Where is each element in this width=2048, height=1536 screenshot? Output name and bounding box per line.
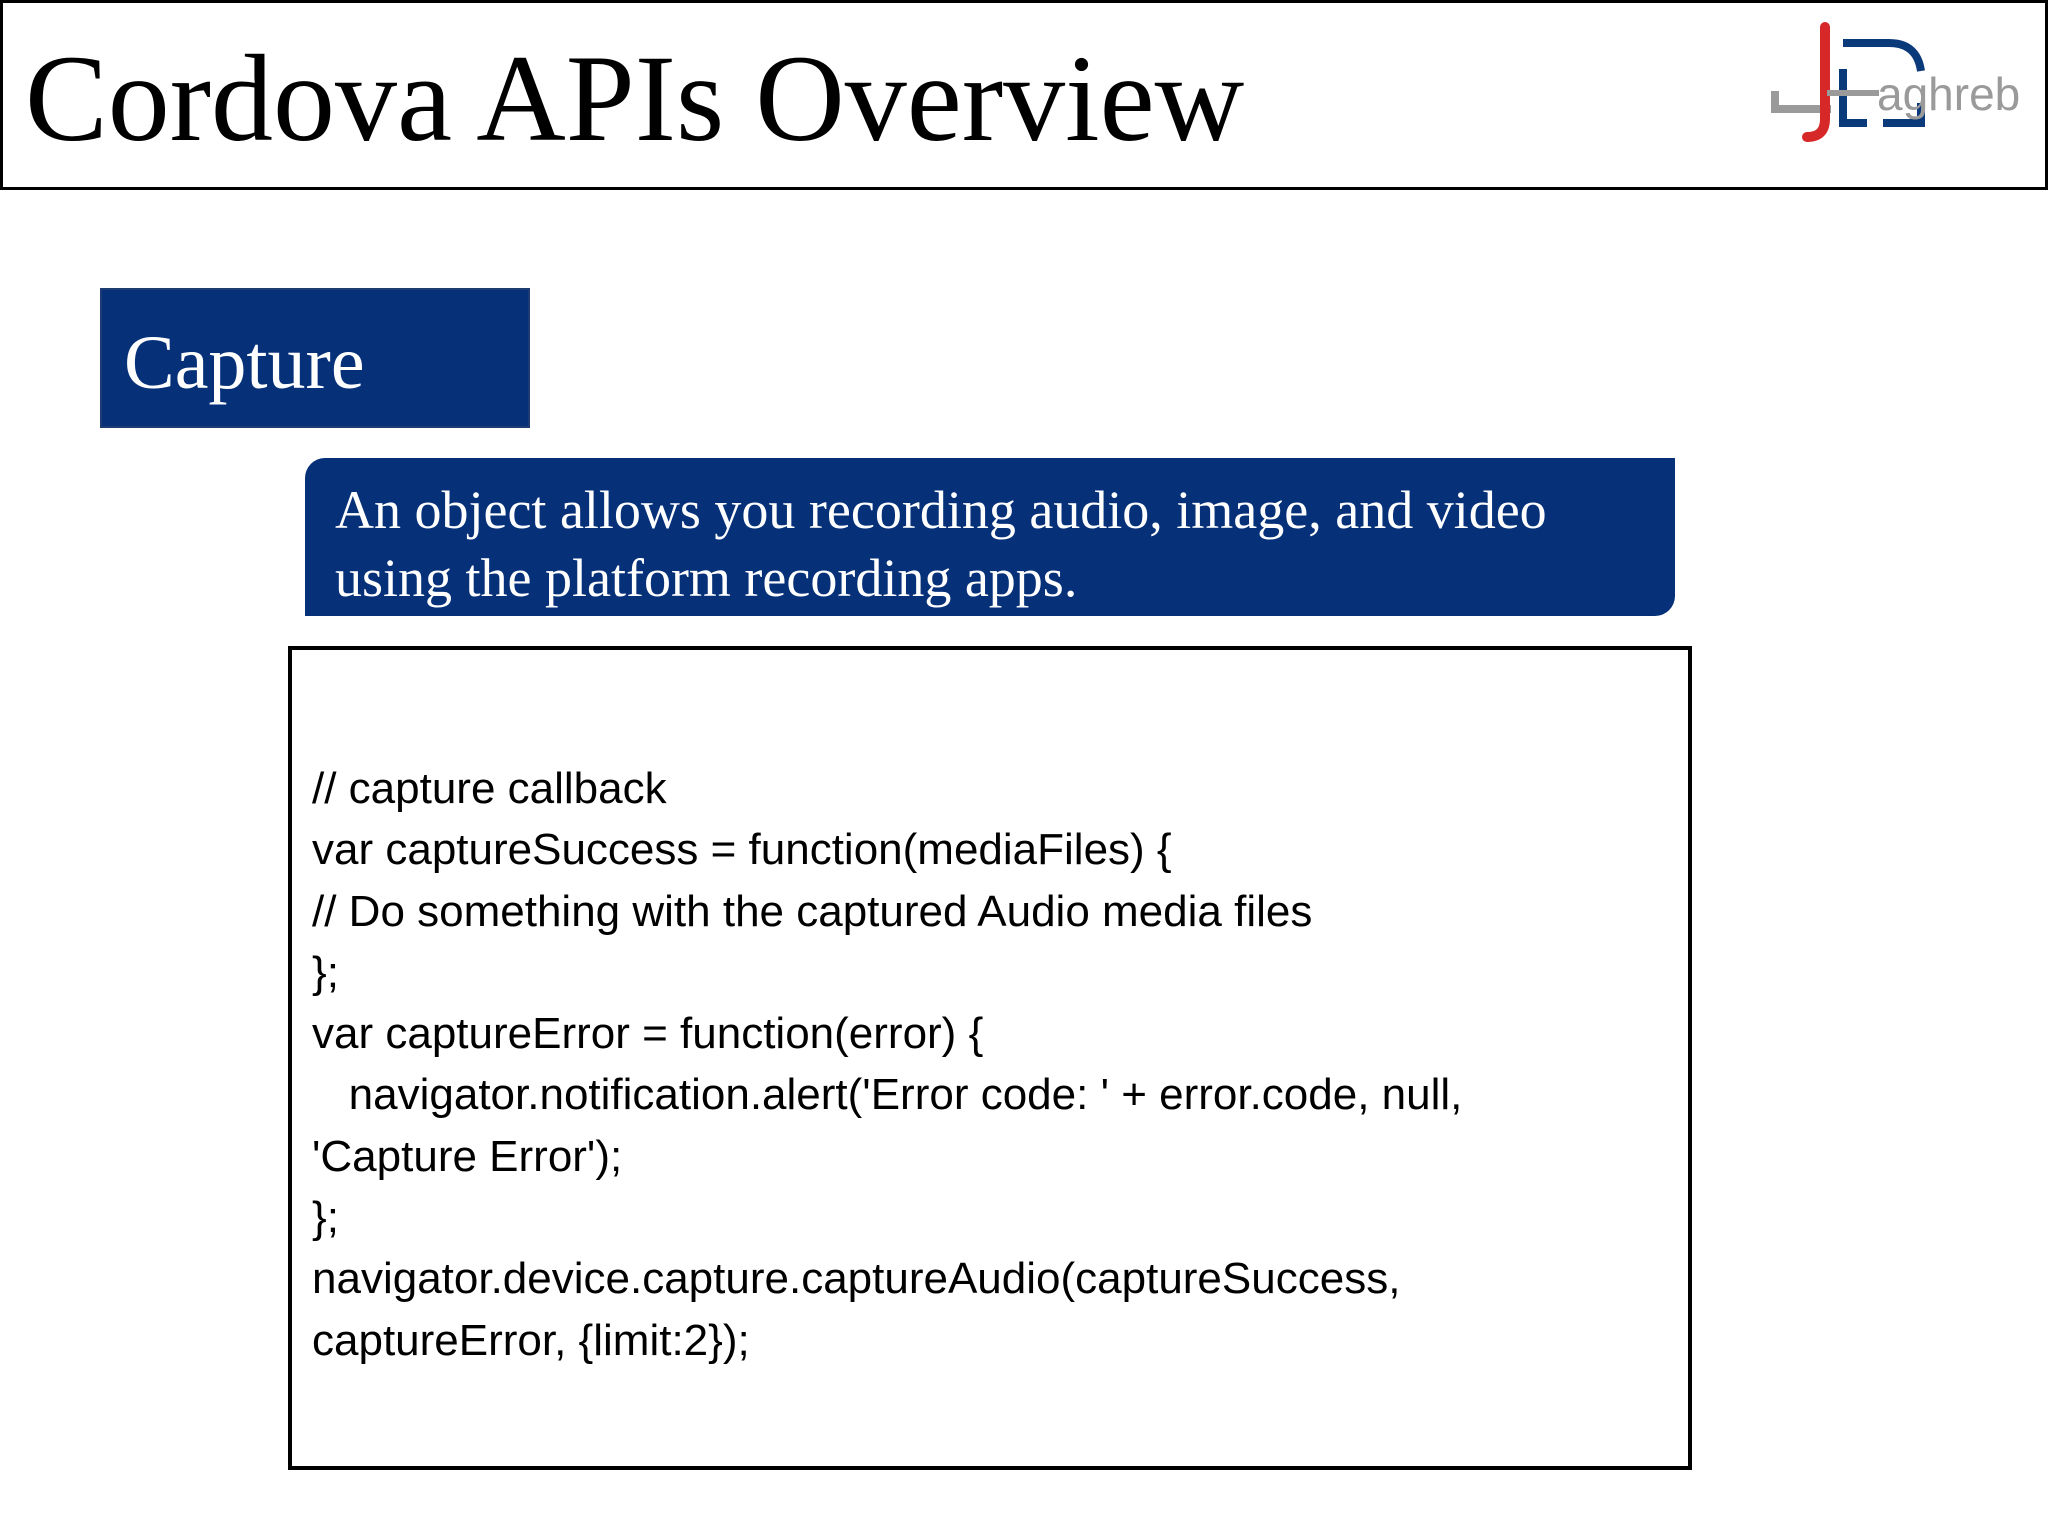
code-line: // capture callback: [312, 764, 667, 813]
slide-title: Cordova APIs Overview: [25, 30, 1245, 167]
code-listing: [312, 758, 1462, 1371]
title-bar: [0, 0, 2048, 190]
code-line: };: [312, 1193, 339, 1243]
code-line: captureError, {limit:2});: [312, 1315, 750, 1365]
logo-wordmark: aghreb: [1877, 68, 2021, 120]
definition-box: An object allows you recording audio, image, and video using the platform recording apps.: [305, 458, 1675, 616]
code-line: };: [312, 947, 339, 997]
section-label: [100, 288, 530, 428]
code-line: navigator.notification.alert('Error code: ' + error.code, null,: [312, 1070, 1463, 1120]
code-box: [288, 646, 1692, 1470]
code-line: 'Capture Error');: [312, 1131, 623, 1181]
code-line: var captureError = function(error) {: [312, 1009, 984, 1059]
code-line: // Do something with the captured Audio media files: [312, 886, 1313, 936]
brand-logo: [1771, 19, 2021, 149]
code-line: var captureSuccess = function(mediaFiles) {: [312, 825, 1172, 875]
section-label-text: Capture: [124, 321, 365, 405]
code-line: navigator.device.capture.captureAudio(captureSuccess,: [312, 1254, 1401, 1304]
